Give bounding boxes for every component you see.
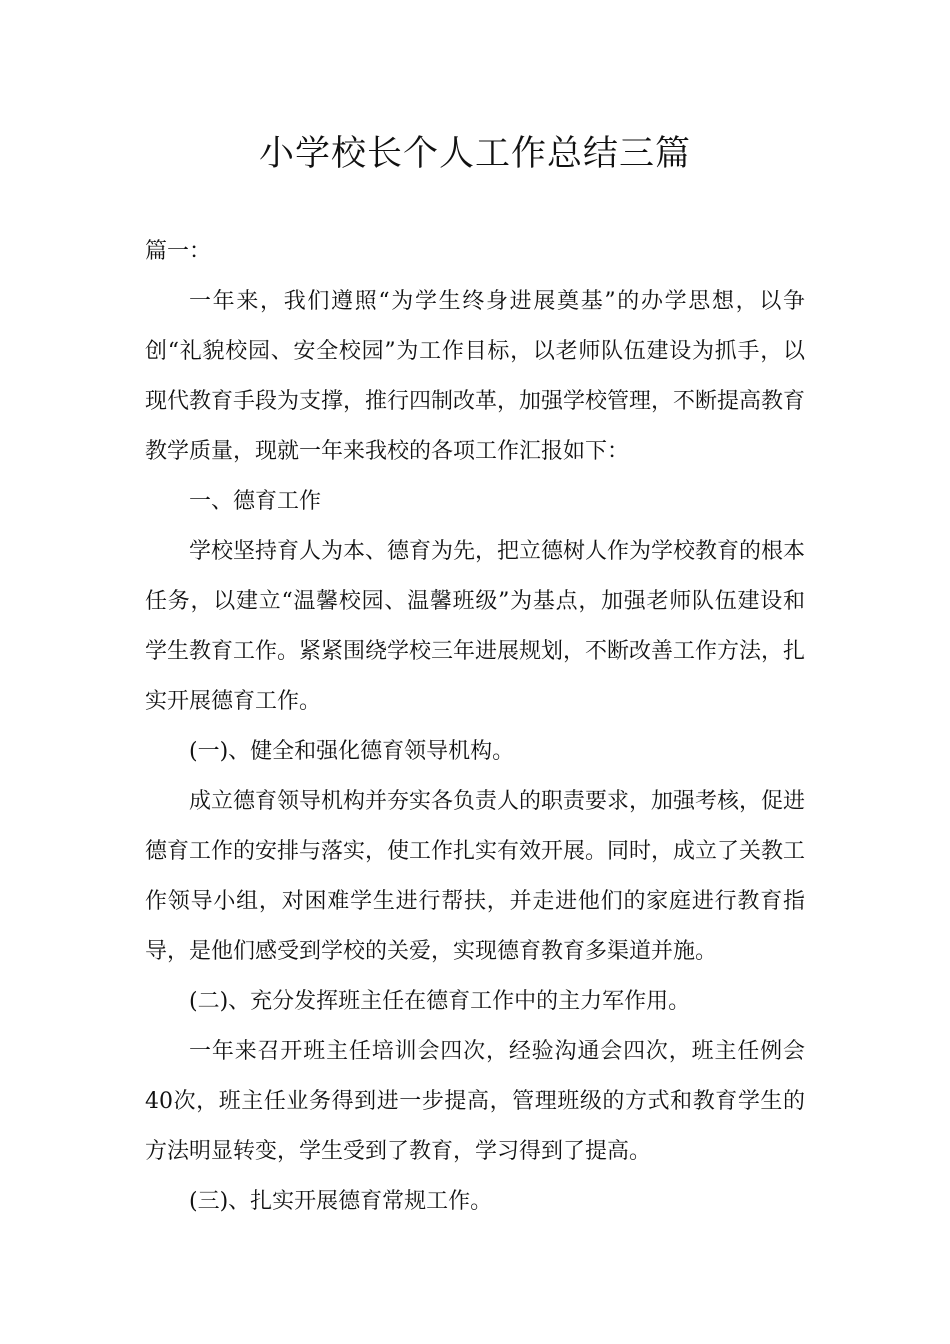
document-title: 小学校长个人工作总结三篇	[258, 134, 691, 174]
subsection-heading-3: (三)、扎实开展德育常规工作。	[189, 1189, 493, 1214]
section-label: 篇一：	[145, 239, 212, 264]
moral-education-paragraph: 学校坚持育人为本、德育为先，把立德树人作为学校教育的根本任务，以建立“温馨校园、温馨班级”为基点，加强老师队伍建设和学生教育工作。紧紧围绕学校三年进展规划，不断改善工作方法，扎实开展德育工作。	[145, 539, 806, 714]
section-heading-moral-education: 一、德育工作	[189, 489, 322, 514]
intro-paragraph: 一年来，我们遵照“为学生终身进展奠基”的办学思想，以争创“礼貌校园、安全校园”为工作目标，以老师队伍建设为抓手，以现代教育手段为支撑，推行四制改革，加强学校管理，不断提高教育教学质量，现就一年来我校的各项工作汇报如下：	[145, 289, 806, 464]
subsection-paragraph-1: 成立德育领导机构并夯实各负责人的职责要求，加强考核，促进德育工作的安排与落实，使工作扎实有效开展。同时，成立了关教工作领导小组，对困难学生进行帮扶，并走进他们的家庭进行教育指导，是他们感受到学校的关爱，实现德育教育多渠道并施。	[145, 789, 806, 964]
document-body	[145, 227, 805, 1227]
subsection-heading-1: (一)、健全和强化德育领导机构。	[189, 739, 515, 764]
subsection-heading-2: (二)、充分发挥班主任在德育工作中的主力军作用。	[189, 989, 691, 1014]
subsection-paragraph-2: 一年来召开班主任培训会四次，经验沟通会四次，班主任例会40次，班主任业务得到进一步提高，管理班级的方式和教育学生的方法明显转变，学生受到了教育，学习得到了提高。	[145, 1039, 805, 1164]
